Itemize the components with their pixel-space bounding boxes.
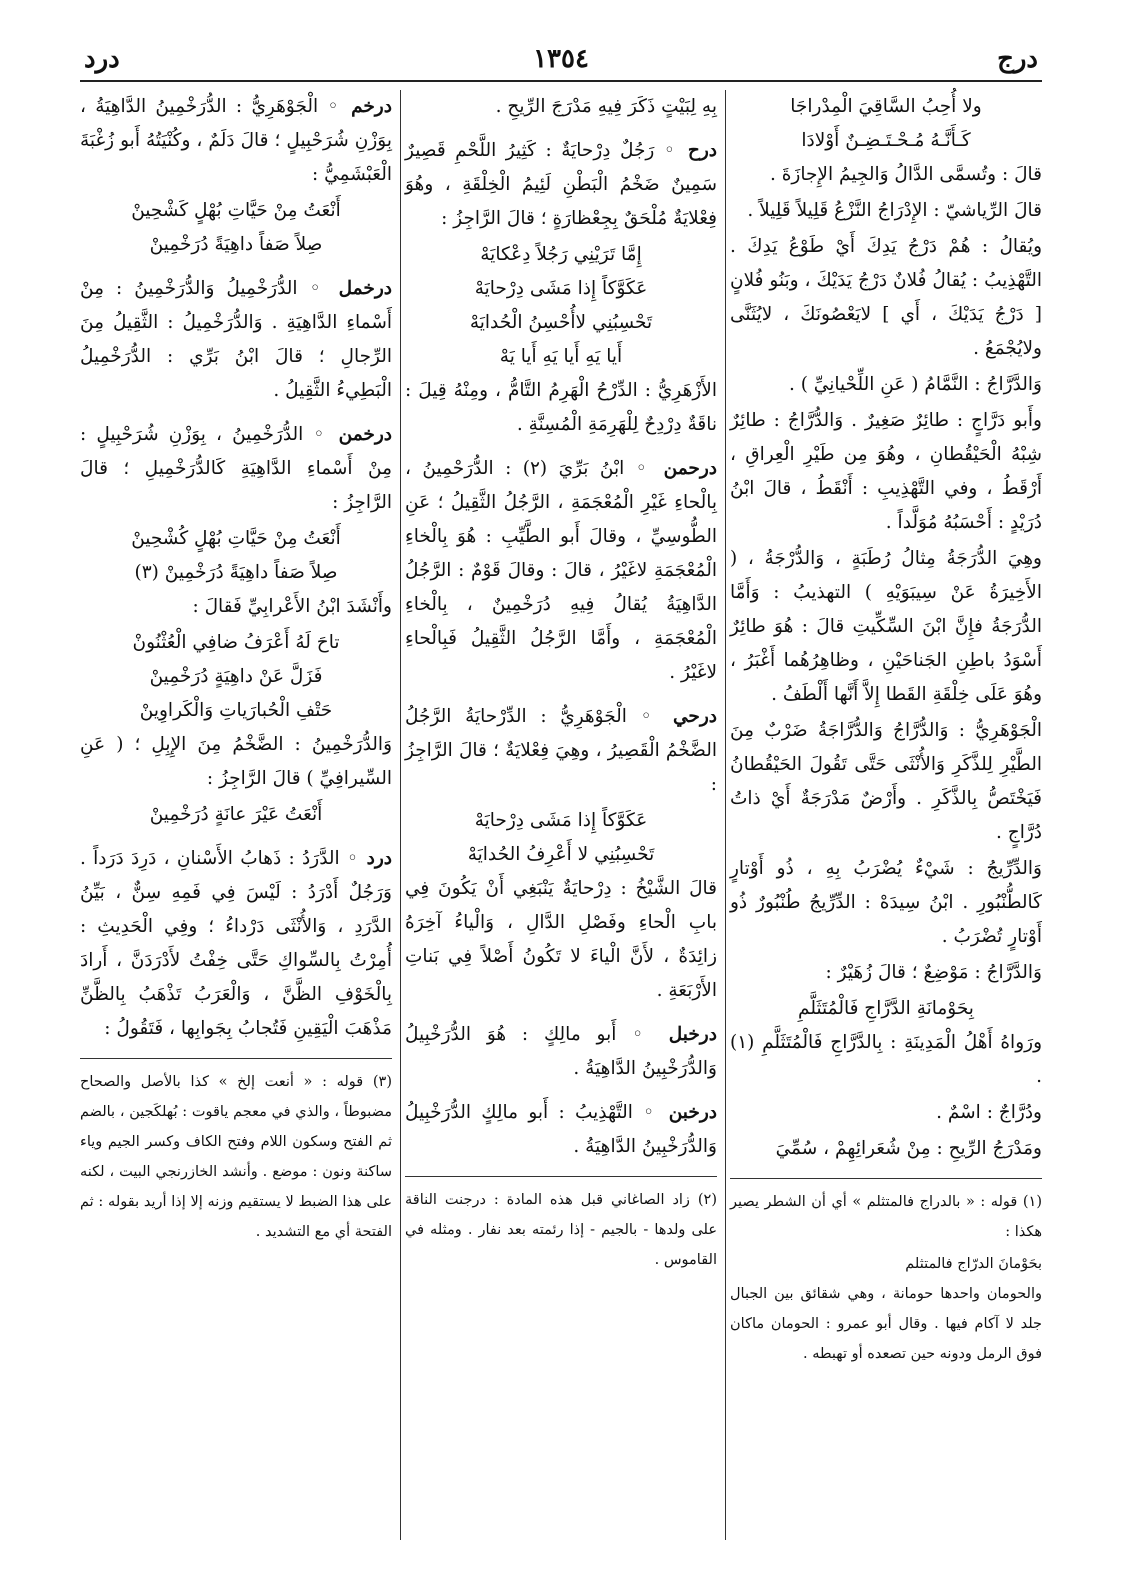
paragraph: بِهِ لِبَيْتٍ ذَكَرَ فِيهِ مَدْرَجَ الرِّيحِ . [495, 96, 717, 117]
verse-line: أَيا يَهِ أَيا يَهِ أَيا يَهْ [499, 346, 623, 367]
headword: درحي [672, 706, 717, 727]
entry-text: الْجَوْهَرِيُّ : الدُّرَخْمِينُ الدَّاهِيَةُ ، بِوَزْنِ شُرَحْبِيلٍ ؛ قالَ دَلَمٌ ، وكُنْيَتُهُ أَبو زُغْبَةَ الْعَبْشَمِيُّ : [80, 96, 392, 185]
entry-text: وأَنْشَدَ ابْنُ الأَعْرابِيِّ فَقالَ : [192, 596, 392, 617]
header-rule [80, 80, 1042, 82]
entry-text: التَّهْذِيبُ : أَبو مالِكٍ الدُّرَخْبِيلُ وَالدُّرَخْبِينُ الدَّاهِيَةُ . [405, 1102, 717, 1157]
entry-text: الْجَوْهَرِيُّ : الدِّرْحايَةُ الرَّجُلُ الضَّخْمُ الْقَصِيرُ ، وهِيَ فِعْلايَةٌ ؛ قالَ الرَّاجِزُ : [405, 706, 717, 795]
paragraph: الْجَوْهَرِيُّ : وَالدُّرَّاجُ وَالدُّرَّاجَةُ ضَرْبٌ مِنَ الطَّيْرِ لِلذَّكَرِ وَالأُنْثَى حَتَّى تَقُولَ الحَيْقُطانُ فَيَخْتَصُّ بِالذَّكَرِ . وأَرْضٌ مَدْرَجَةٌ أَيْ ذاتُ دُرَّاجٍ . [730, 720, 1042, 843]
column-middle [405, 90, 717, 1277]
headword: درخمل [338, 278, 392, 299]
verse-line: إِمَّا تَرَيْنِي رَجُلاً دِعْكايَهْ [480, 244, 642, 265]
paragraph: وَالدَّرَّاجُ : النَّمَّامُ ( عَنِ اللِّحْيانِيِّ ) . [788, 374, 1042, 395]
paragraph: وأَبو دَرَّاجٍ : طائِرٌ صَغِيرٌ . وَالدُّرَّاجُ : طائِرٌ شِبْهُ الْحَيْقُطانِ ، وهُوَ مِن طَيْرِ الْعِراقِ ، أَرْقَطُ ، وفي التَّهْذِيبِ : أَنْقَطُ ، قالَ ابْنُ دُرَيْدٍ : أَحْسَبُهُ مُوَلَّداً . [730, 410, 1042, 533]
entry-darh: درح ◦ رَجُلٌ دِرْحايَةٌ : كَثِيرُ اللَّحْمِ قَصِيرٌ سَمِينٌ ضَخْمُ الْبَطْنِ لَئِيمُ الْخِلْقَةِ ، وهُوَ فِعْلايَةٌ مُلْحَقٌ بِجِعْظارَةٍ ؛ قالَ الرَّاجِزُ : إِمَّا تَرَيْنِي رَجُلاً دِعْكايَهْ عَكَوَّكاً إِذا مَشَى دِرْحايَهْ تَحْسِبُنِي لاأُحْسِنُ الْحُدايَهْ أَيا يَهِ أَيا يَهِ أَيا يَهْ الأَزْهَرِيُّ : الدِّرْحُ الْهَرِمُ التَّامُّ ، ومِنْهُ قِيلَ : ناقَةٌ دِرْدِحٌ لِلْهَرِمَةِ الْمُسِنَّةِ . [405, 134, 717, 442]
entry-text: الدُّرَخْمِيلُ وَالدُّرَخْمِينُ : مِنْ أَسْماءِ الدَّاهِيَةِ . وَالدُّرَخْمِيلُ : الثَّقِيلُ مِنَ الرِّجالِ ؛ قالَ ابْنُ بَرِّي : الدُّرَخْمِيلُ الْبَطِيءُ الثَّقِيلُ . [80, 278, 392, 401]
headword: درح [687, 140, 717, 161]
headword: درخمن [338, 424, 392, 445]
entry-text: أَبو مالِكٍ : هُوَ الدُّرَخْبِيلُ وَالدُّرَخْبِينُ الدَّاهِيَةُ . [405, 1024, 717, 1079]
paragraph: ومَدْرَجُ الرِّيحِ : مِنْ شُعَرائِهِمْ ، سُمِّيَ [775, 1138, 1042, 1159]
verse-line: تَحْسِبُنِي لا أَعْرِفُ الحُدايَهْ [467, 844, 655, 865]
entry-text: الدُّرَخْمِينُ ، بِوَزْنِ شُرَحْبِيلٍ : مِنْ أَسْماءِ الدَّاهِيَةِ كَالدُّرَخْمِيلِ ؛ قالَ الرَّاجِزُ : [80, 424, 392, 513]
verse-line: أَنْعَتُ عَيْرَ عانَةٍ دُرَخْمِينْ [149, 804, 323, 825]
paragraph: قالَ الرِّياشيّ : الإِدْرَاجُ النَّزْعُ قَلِيلاً قَلِيلاً . [747, 200, 1042, 221]
footnote: (٣) قوله : « أنعت إلخ » كذا بالأصل والصحاح مضبوطاً ، والذي في معجم ياقوت : بُهلكَجين ، بالضم ثم الفتح وسكون اللام وفتح الكاف وكسر الجيم وياء ساكنة ونون : موضع . وأنشد الخازرنجي البيت ، لكنه على هذا الضبط لا يستقيم وزنه إلا إذا أريد بقوله : ثم الفتحة أي مع التشديد . [80, 1074, 392, 1240]
verse-line: حَتْفِ الْحُبارَياتِ وَالْكَراوِينْ [139, 700, 333, 721]
footnote: والحومان واحدها حومانة ، وهي شقائق بين الجبال جلد لا آكام فيها . وقال أبو عمرو : الحومان ماكان فوق الرمل ودونه حين تصعده أو تهبطه . [730, 1286, 1042, 1362]
paragraph: ورَواهُ أَهْلُ الْمَدِينَةِ : بِالدَّرَّاجِ فَالْمُتَثَلَّمِ (١) . [730, 1032, 1042, 1087]
column-left [80, 90, 392, 1249]
entry-darkhman: درخمن ◦ الدُّرَخْمِينُ ، بِوَزْنِ شُرَحْبِيلٍ : مِنْ أَسْماءِ الدَّاهِيَةِ كَالدُّرَخْمِيلِ ؛ قالَ الرَّاجِزُ : أَنْعَتُ مِنْ حَيَّاتِ بُهْلٍ كُشْحِينْ صِلاً صَفاً داهِيَةً دُرَخْمِينْ (٣) وأَنْشَدَ ابْنُ الأَعْرابِيِّ فَقالَ : تاحَ لَهُ أَعْرَفُ ضافِي الْعُثْنُونْ فَزَلَّ عَنْ داهِيَةٍ دُرَخْمِينْ حَتْفِ الْحُبارَياتِ وَالْكَراوِينْ وَالدُّرَخْمِينُ : الضَّخْمُ مِنَ الإِبِلِ ؛ ( عَنِ السِّيرافِيِّ ) قالَ الرَّاجِزُ : أَنْعَتُ عَيْرَ عانَةٍ دُرَخْمِينْ [80, 418, 392, 832]
verse-line: صِلاً صَفاً داهِيَةً دُرَخْمِينْ (٣) [134, 562, 338, 583]
entry-text: الأَزْهَرِيُّ : الدِّرْحُ الْهَرِمُ التَّامُّ ، ومِنْهُ قِيلَ : ناقَةٌ دِرْدِحٌ لِلْهَرِمَةِ الْمُسِنَّةِ . [405, 380, 717, 435]
paragraph: وَالدَّرَّاجُ : مَوْضِعٌ ؛ قالَ زُهَيْرٌ : [825, 962, 1042, 983]
entry-darkhban: درخبن ◦ التَّهْذِيبُ : أَبو مالِكٍ الدُّرَخْبِيلُ وَالدُّرَخْبِينُ الدَّاهِيَةُ . [405, 1102, 717, 1157]
footnote-separator [730, 1178, 1042, 1179]
entry-darkhmal: درخمل ◦ الدُّرَخْمِيلُ وَالدُّرَخْمِينُ : مِنْ أَسْماءِ الدَّاهِيَةِ . وَالدُّرَخْمِيلُ : الثَّقِيلُ مِنَ الرِّجالِ ؛ قالَ ابْنُ بَرِّي : الدُّرَخْمِيلُ الْبَطِيءُ الثَّقِيلُ . [80, 278, 392, 401]
verse-line: ولا أُحِبُ السَّاقِيَ الْمِدْراجَا [790, 96, 982, 117]
paragraph: قالَ : وتُسمَّى الدَّالُ وَالجِيمُ الإِجازَةَ . [769, 164, 1042, 185]
headword: درخم [351, 96, 392, 117]
headword: درخبل [668, 1024, 717, 1045]
verse-line: أَنْعَتُ مِنْ حَيَّاتِ بُهْلٍ كَشْحِينْ [131, 200, 341, 221]
column-divider [400, 90, 401, 1540]
headword: درخبن [668, 1102, 717, 1123]
entry-text: الدَّرَدُ : ذَهابُ الأَسْنانِ ، دَرِدَ دَرَداً . وَرَجُلٌ أَدْرَدُ : لَيْسَ فِي فَمِهِ سِنٌّ ، بَيِّنُ الدَّرَدِ ، وَالأُنْثَى دَرْداءُ ؛ وفِي الْحَدِيثِ : أُمِرْتُ بِالسِّواكِ حَتَّى خِفْتُ لأَدْرَدَنَّ ، أَرادَ بِالْخَوْفِ الظَّنَّ ، وَالْعَرَبُ تَذْهَبُ بِالظَّنِّ مَذْهَبَ الْيَقِينِ فَتُجابُ بِجَوابِها ، فَتَقُولُ : [80, 848, 392, 1039]
footnote-separator [405, 1176, 717, 1177]
paragraph: وَالدِّرِّيجُ : شَيْءٌ يُضْرَبُ بِهِ ، ذُو أَوْتارٍ كَالطُّنْبُورِ . ابْنُ سِيدَهْ : الدِّرِّيجُ طُنْبُورٌ ذُو أَوْتارٍ تُضْرَبُ . [730, 858, 1042, 947]
entry-text: ابْنُ بَرِّيَ (٢) : الدُّرَحْمِينُ ، بِالْحاءِ غَيْرِ الْمُعْجَمَةِ ، الرَّجُلُ الثَّقِيلُ ؛ عَنِ الطُّوسِيِّ ، وقالَ أَبو الطَّيِّبِ : هُوَ بِالْخاءِ الْمُعْجَمَةِ لاغَيْرُ ، قالَ : وقالَ قَوْمٌ : الرَّجُلُ الدَّاهِيَةُ يُقالُ فِيهِ دُرَخْمِينٌ ، بِالْخاءِ الْمُعْجَمَةِ ، وأَمَّا الرَّجُلُ الثَّقِيلُ فَبِالْحاءِ لاغَيْرُ . [405, 458, 717, 683]
header-left-keyword: درد [84, 44, 120, 74]
footnote: (٢) زاد الصاغاني قبل هذه المادة : درجنت الناقة على ولدها - بالجيم - إذا رئمته بعد نفار . ومثله في القاموس . [405, 1192, 717, 1268]
entry-darkhbal: درخبل ◦ أَبو مالِكٍ : هُوَ الدُّرَخْبِيلُ وَالدُّرَخْبِينُ الدَّاهِيَةُ . [405, 1024, 717, 1079]
verse-line: بِحَوْمانَةِ الدَّرَّاجِ فَالْمُتَثَلَّمِ [798, 998, 974, 1019]
verse-line: أَنْعَتُ مِنْ حَيَّاتِ بُهْلٍ كُشْحِينْ [131, 528, 341, 549]
verse-line: كَـأَنَّـهُ مُـحْـتَـضِـنٌ أَوْلادَا [801, 130, 971, 151]
entry-text: رَجُلٌ دِرْحايَةٌ : كَثِيرُ اللَّحْمِ قَصِيرٌ سَمِينٌ ضَخْمُ الْبَطْنِ لَئِيمُ الْخِلْقَةِ ، وهُوَ فِعْلايَةٌ مُلْحَقٌ بِجِعْظارَةٍ ؛ قالَ الرَّاجِزُ : [405, 140, 717, 229]
verse-line: عَكَوَّكاً إِذا مَشَى دِرْحايَهْ [474, 278, 648, 299]
paragraph: وهِيَ الدُّرَجَةُ مِثالُ رُطَبَةٍ ، وَالدُّرْجَةُ ، ( الأَخِيرَةُ عَنْ سِيبَوَيْهِ ) التهذيبُ : وَأَمَّا الدُّرَجَةُ فإِنَّ ابْنَ السِّكِّيتِ قالَ : هُوَ طائِرٌ أَسْوَدُ باطِنِ الجَناحَيْنِ ، وظاهِرُهُما أَغْبَرُ ، وهُوَ عَلَى خِلْقَةِ القَطا إِلاَّ أَنَّها أَلْطَفُ . [730, 548, 1042, 705]
footnote: (١) قوله : « بالدراج فالمتثلم » أي أن الشطر يصير هكذا : [730, 1194, 1042, 1240]
entry-darhi: درحي ◦ الْجَوْهَرِيُّ : الدِّرْحايَةُ الرَّجُلُ الضَّخْمُ الْقَصِيرُ ، وهِيَ فِعْلايَةٌ ؛ قالَ الرَّاجِزُ : عَكَوَّكاً إِذا مَشَى دِرْحايَهْ تَحْسِبُنِي لا أَعْرِفُ الحُدايَهْ قالَ الشَّيْخُ : دِرْحايَةٌ يَنْبَغِي أَنْ يَكُونَ فِي بابِ الْحاءِ وفَصْلِ الدَّالِ ، وَالْياءُ آخِرَهُ زائِدَةٌ ، لأَنَّ الْياءَ لا تَكُونُ أَصْلاً فِي بَناتِ الأَرْبَعَةِ . [405, 700, 717, 1008]
entry-darkham: درخم ◦ الْجَوْهَرِيُّ : الدُّرَخْمِينُ الدَّاهِيَةُ ، بِوَزْنِ شُرَحْبِيلٍ ؛ قالَ دَلَمٌ ، وكُنْيَتُهُ أَبو زُغْبَةَ الْعَبْشَمِيُّ : أَنْعَتُ مِنْ حَيَّاتِ بُهْلٍ كَشْحِينْ صِلاً صَفاً داهِيَةً دُرَخْمِينْ [80, 90, 392, 262]
entry-text: وَالدُّرَخْمِينُ : الضَّخْمُ مِنَ الإِبِلِ ؛ ( عَنِ السِّيرافِيِّ ) قالَ الرَّاجِزُ : [80, 734, 392, 789]
entry-darad: درد ◦ الدَّرَدُ : ذَهابُ الأَسْنانِ ، دَرِدَ دَرَداً . وَرَجُلٌ أَدْرَدُ : لَيْسَ فِي فَمِهِ سِنٌّ ، بَيِّنُ الدَّرَدِ ، وَالأُنْثَى دَرْداءُ ؛ وفِي الْحَدِيثِ : أُمِرْتُ بِالسِّواكِ حَتَّى خِفْتُ لأَدْرَدَنَّ ، أَرادَ بِالْخَوْفِ الظَّنَّ ، وَالْعَرَبُ تَذْهَبُ بِالظَّنِّ مَذْهَبَ الْيَقِينِ فَتُجابُ بِجَوابِها ، فَتَقُولُ : [80, 848, 392, 1039]
paragraph: ودُرَّاجٌ : اسْمٌ . [936, 1102, 1042, 1123]
paragraph: ويُقالُ : هُمْ دَرْجُ يَدِكَ أَيْ طَوْعُ يَدِكَ . التَّهْذِيبُ : يُقالُ فُلانٌ دَرْجُ يَدَيْكَ ، وبَنُو فُلانٍ [ دَرْجُ يَدَيْكَ ، أَي ] لايَعْصُونَكَ ، لايُثَنَّى ولايُجْمَعُ . [730, 236, 1042, 359]
verse-line: صِلاً صَفاً داهِيَةً دُرَخْمِينْ [149, 234, 323, 255]
verse-line: تَحْسِبُنِي لاأُحْسِنُ الْحُدايَهْ [469, 312, 653, 333]
column-right [730, 90, 1042, 1371]
entry-text: قالَ الشَّيْخُ : دِرْحايَةٌ يَنْبَغِي أَنْ يَكُونَ فِي بابِ الْحاءِ وفَصْلِ الدَّالِ ، وَالْياءُ آخِرَهُ زائِدَةٌ ، لأَنَّ الْياءَ لا تَكُونُ أَصْلاً فِي بَناتِ الأَرْبَعَةِ . [405, 878, 717, 1001]
header-right-keyword: درج [997, 44, 1038, 74]
verse-line: عَكَوَّكاً إِذا مَشَى دِرْحايَهْ [474, 810, 648, 831]
verse-line: فَزَلَّ عَنْ داهِيَةٍ دُرَخْمِينْ [149, 666, 323, 687]
entry-darhaman: درحمن ◦ ابْنُ بَرِّيَ (٢) : الدُّرَحْمِينُ ، بِالْحاءِ غَيْرِ الْمُعْجَمَةِ ، الرَّجُلُ الثَّقِيلُ ؛ عَنِ الطُّوسِيِّ ، وقالَ أَبو الطَّيِّبِ : هُوَ بِالْخاءِ الْمُعْجَمَةِ لاغَيْرُ ، قالَ : وقالَ قَوْمٌ : الرَّجُلُ الدَّاهِيَةُ يُقالُ فِيهِ دُرَخْمِينٌ ، بِالْخاءِ الْمُعْجَمَةِ ، وأَمَّا الرَّجُلُ الثَّقِيلُ فَبِالْحاءِ لاغَيْرُ . [405, 458, 718, 683]
column-divider [725, 90, 726, 1540]
footnote-separator [80, 1058, 392, 1059]
page-number: ١٣٥٤ [533, 44, 589, 74]
headword: درحمن [663, 458, 718, 479]
verse-line: تاحَ لَهُ أَعْرَفُ ضافِي الْعُثْنُونْ [132, 632, 340, 653]
footnote-verse: بحَوْمانَ الدرّاج فالمتثلم [905, 1256, 1042, 1272]
headword: درد [366, 848, 392, 869]
